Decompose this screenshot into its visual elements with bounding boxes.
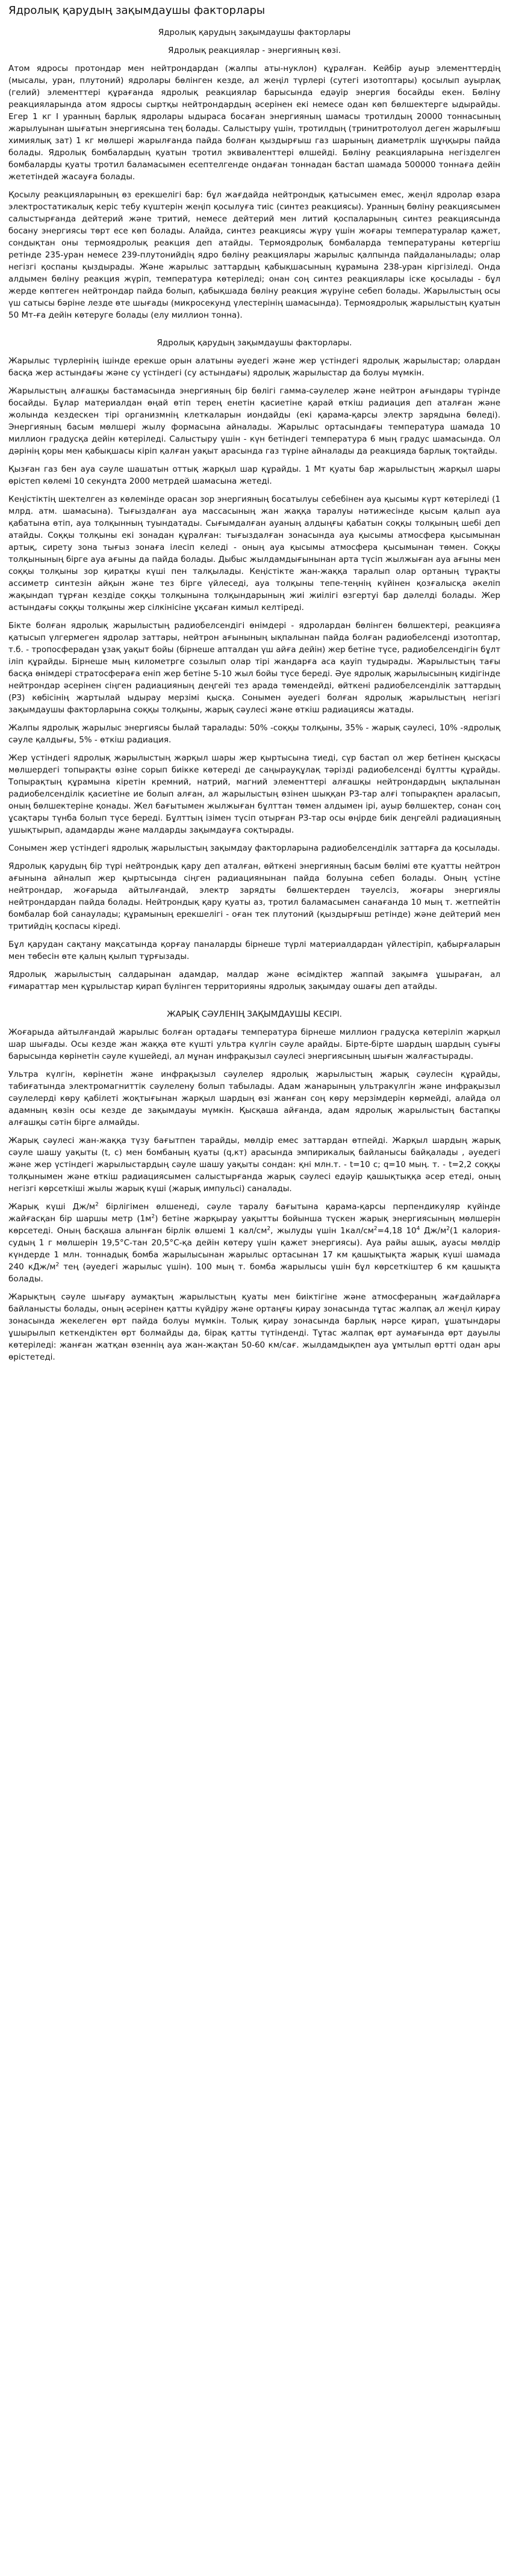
paragraph-light-impulse	[8, 1201, 500, 1285]
paragraph: Ядролық жарылыстың салдарынан адамдар, малдар және өсімдіктер жаппай зақымға ұшыраған, ал ғимараттар мен құрылыстар қирап бүлінген территорияны ядролық зақымдау ошағы деп атайды.	[8, 970, 500, 991]
superscript: 4	[416, 1225, 420, 1232]
paragraph: Ядролық қарудың бір түрі нейтрондық қару деп аталған, өйткені энергияның басым бөлімі өте қуатты нейтрон ағынына айналып жер қыртысында сіңген радиациянынан пайда болуына себеп болады. Оның үстіне нейтрондар, жоғарыда айтылғандай, электр зарядты бөлшектерден тәуелсіз, жоғары энергиялы нейтрондардан пайда болады. Нейтрондық қару қуаты аз, тротил баламасымен санағанда 10 мың т. жетпейтін бомбалар бой санаулады; құрамының ерекшелігі - оған тек плутоний (қыздырғыш ретінде) және дейтерий мен тритийдің қоспасы кіреді.	[8, 861, 500, 931]
text-run: Жарық күші Дж/м	[8, 1202, 96, 1212]
section-heading: Ядролық қарудың зақымдаушы факторлары	[158, 28, 351, 37]
paragraph: Бікте болған ядролық жарылыстың радиобелсендігі өнімдері - ядролардан бөлінген бөлшектері, реакцияға қатысып үлгермеген ядролар заттары, нейтрон ағынының ықпалынан пайда болған радиобелсенді изотоптар, т.б. - тропосферадан ұзақ уақыт бойы (бірнеше апталдан үш айға дейін) жер бетіне түсе, радиобелсендігін бұлт іліп құрайды. Бірнеше мың километрге созылып олар тірі жандарға аса қауіп тудырады. Жарылыстың тағы басқа өнімдері стратосфераға еніп жер бетіне 5-10 жыл бойы түсе береді. Әуе ядролық жарылысының кидігінде нейтрондар әсерінен сіңген радиацияның деңгейі тез арада төмендейді, өйткені радиобелсенділік заттардың (РЗ) көбісінің жартылай ыдырау мерзімі қысқа. Сонымен әуедегі болған ядролық жарылыстың негізгі зақымдаушы факторларына соққы толқыны, жарық сәулесі және өткіш радиациясы жатады.	[8, 621, 500, 715]
paragraph: Қосылу реакцияларының өз ерекшелігі бар: бұл жағдайда нейтрондық қатысымен емес, жеңіл ядролар өзара электростатикалық керіс тебу күштерін жеңіп қосылуға тиіс (синтез реакциясы). Уранның бөліну реакциясымен салыстырғанда дейтерий және тритий, немесе дейтерий мен литий қоспаларының синтез реакциясында босану энергиясы төрт есе көп болады. Алайда, синтез реакциясы жүру үшін жоғары температуралар қажет, сондықтан оны термоядролық реакция деп атайды. Термоядролық бомбаларда температураны көтергіш ретінде 235-уран немесе 239-плутонийдің ядро бөліну реакциялары жарылыс қалпында пайдаланылады; олар негізгі қоспаны қыздырады. Және жарылыс заттардың қабықшасының құрамына 238-уран кіргізіледі. Онда алдымен бөліну реакция жүріп, температура көтеріледі; онан соң синтез реакциялары іске қосылады - бұл жерде көптеген нейтрондар пайда болып, қабықшада бөліну реакция жүруіне себеп болады. Жарылыстың осы үш сатысы бәріне лезде өте шығады (микросекунд үлестерінің шамасында). Термоядролық жарылыстың қуатын 50 Мт-ға дейін көтеруге болады (елу миллион тонна).	[8, 190, 500, 320]
text-run: тең (әуедегі жарылыс үшін). 100 мың т. бомба жарылысы үшін бұл көрсеткіштер 6 км қашықта болады.	[8, 1262, 500, 1284]
paragraph: Ультра күлгін, көрінетін және инфрақызыл сәулелер ядролық жарылыстың жарық сәулесін құрайды, табиғатында электромагниттік сәулелену болып табылады. Адам жанарының ультракүлгін және инфрақызыл сәулелерді көру қабілеті жоқтығынан жарқыл шардың өзі жанған соң көру мерзімдерін көрмейді, алайда ол адамның көзін осы кезде де зақымдауы мүмкін. Қысқаша айғанда, адам ядролық жарылыстың бастапқы алғашқы сәтін бірге алмайды.	[8, 1070, 500, 1127]
text-run: бірлігімен өлшенеді, сәуле таралу бағытына қарама-қарсы перпендикуляр күйінде жайғасқан бір шаршы метр (1м	[8, 1202, 500, 1224]
paragraph: Атом ядросы протондар мен нейтрондардан (жалпы аты-нуклон) құралған. Кейбір ауыр элементтердің (мысалы, уран, плутоний) ядролары бөлінген кезде, ал жеңіл түрлері (сутегі изотоптары) қосылып ауырлақ (гелий) элементтері құрағанда ядролық реакциялар барысында едәуір энергия босайды екен. Бөліну реакцияларында атом ядросы сыртқы нейтрондардың әсерінен екі немесе одан көп бөлшектерге ыдырайды. Егер 1 кг І уранның барлық ядролары ыдыраса босаған энергияның шамасы тротилдың 20000 тоннасының жарылуынан шығатын энергиясына тең болады. Салыстыру үшін, тротилдың (тринитротолуол деген жарылғыш химиялық зат) 1 кг мөлшері жарылғанда пайда болған қыздырғыш газ шарының диаметрлік шұңқыры пайда болады. Ядролық бомбалардың қуатын тротил эквиваленттері өлшейді. Бөліну реакцияларына негізделген бомбаларды қуаты тротил баламасымен есептелгенде ондаған тоннадан бастап шамада 500000 тоннаға дейін жететіндей жасауға болады.	[8, 64, 500, 182]
paragraph: Жоғарыда айтылғандай жарылыс болған ортадағы температура бірнеше миллион градусқа көтеріліп жарқыл шар шығады. Осы кезде жан жаққа өте күшті ультра күлгін сәуле арайды. Бірте-бірте шардың шардың суығы барысында көрінетін сәуле күшейеді, ал мұнан инфрақызыл сәулесі энергиясының шығын жалғастырады.	[8, 1028, 500, 1061]
section-heading: Ядролық қарудың зақымдаушы факторлары.	[157, 338, 352, 348]
superscript: 2	[55, 1262, 60, 1268]
text-run: =4,18 10	[377, 1226, 417, 1236]
paragraph: Жарықтың сәуле шығару аумақтың жарылыстың қуаты мен биіктігіне және атмосфераның жағдайларға байланысты болады, оның әсерінен қатты күйдіру және ортаңғы қирау зонасында тұтас жалпақ ал жеңіл қирау зонасында жекелеген өрт пайда болуы мүмкін. Толық қирау зонасында барлық нәрсе қирап, ұшатындары ұшырылып кеткендіктен өрт болмайды да, бірақ қатты түтінденді. Тұтас жалпақ өрт аумағында өрт дауылы көтеріледі: жанған жатқан өзеннің ауа жан-жақтан 50-60 км/сағ. жылдамдықпен ауа ұмтылып өртті одан ары өрістетеді.	[8, 1292, 500, 1362]
paragraph: Сонымен жер үстіндегі ядролық жарылыстың зақымдау факторларына радиобелсенділік заттарға да қосылады.	[8, 843, 500, 853]
paragraph: Жарылыстың алғашқы бастамасында энергияның бір бөлігі гамма-сәулелер және нейтрон ағындары түрінде босайды. Бұлар материалдан өңай өтіп терең енетін қасиетіне қарай өткіш радиация деп аталған және жолында кездескен тірі организмнің клеткаларын иондайды (екі қарама-қарсы электр зарядына бөледі). Энергияның басым мөлшері жылу формасына айналады. Жарылыс ортасындағы температура шамада 10 миллион градусқа дейін көтеріледі. Салыстыру үшін - күн бетіндегі температура 6 мың градус шамасында. Ол дәрінің қоры мен қабықшасы кіріп қалған уақыт арасында газ түріне айналады да реакцияда барлық тоқтайды.	[8, 386, 500, 456]
paragraph: Бұл қарудан сақтану мақсатында қорғау паналарды бірнеше түрлі материалдардан үйлестіріп, қабырғаларын мен төбесін өте қалың қылып тұрғызады.	[8, 940, 500, 961]
text-run: Дж/м	[420, 1226, 447, 1236]
section-subheading: Ядролық реакциялар - энергияның көзі.	[167, 46, 341, 55]
paragraph: Қызған газ бен ауа сәуле шашатын оттық жарқыл шар құрайды. 1 Мт қуаты бар жарылыстың жарқыл шары өрістеп көлемі 10 секундта 2000 метрдей шамасына жетеді.	[8, 464, 500, 486]
text-run: ) бетіне жарқырау уақытты бойынша түскен жарық энергиясының мөлшерін көрсетеді. Оның басқаша алынған бірлік өлшемі 1 кал/см	[8, 1214, 500, 1236]
superscript: 2	[95, 1201, 99, 1208]
document-title: Ядролық қарудың зақымдаушы факторлары	[8, 4, 266, 17]
superscript: 2	[267, 1225, 271, 1232]
paragraph: Жер үстіндегі ядролық жарылыстың жарқыл шары жер қыртысына тиеді, сүр бастап ол жер бетінен қысқасы мөлшердегі топырақты өзіне сорып биікке көтереді де саңырауқұлақ тәрізді радиобелсенді бұлтты құрайды. Топырақтың құрамына кіретін кремний, натрий, магний элементтері алғашқы нейтрондардың ықпалынан радиобелсенділік қасиетіне ие болып алған, ал жарылыстың өзінен шыққан РЗ-тар алғі топырақпен араласып, оның бөлшектеріне қонады. Жел бағытымен жылжыған бұлттан төмен алдымен ірі, ауыр бөлшектер, сонан соң ұсақтары түнба болып түсе береді. Бұлттың ізімен түсіп отырған РЗ-тар осы өңірде биік деңгейлі радиацияның ушықтырып, адамдарды және малдарды зақымдауға соқтырады.	[8, 753, 500, 835]
superscript: 2	[151, 1213, 155, 1220]
superscript: 2	[446, 1225, 450, 1232]
text-run: (1 калория-судың 1 г мөлшерін 19,5°С-тан 20,5°С-қа дейін көтеру үшін қажет энергиясы). Ауа райы ашық, ауасы мөлдір күндерде 1 млн. тоннадық бомба жарылысынан жарылыс ортасынан 17 км қашықтықта жарық күші шамада 240 кДж/м	[8, 1226, 500, 1272]
text-run: , жылуды үшін 1кал/см	[270, 1226, 374, 1236]
paragraph: Жарылыс түрлерінің ішінде ерекше орын алатыны әуедегі және жер үстіндегі ядролық жарылыстар; олардан басқа жер астындағы және су үстіндегі (су астындағы) ядролық жарылыстар да болуы мүмкін.	[8, 356, 500, 378]
paragraph: Жалпы ядролық жарылыс энергиясы былай таралады: 50% -соққы толқыны, 35% - жарық сәулесі, 10% -ядролық сәуле қалдығы, 5% - өткіш радиация.	[8, 723, 500, 745]
paragraph: Жарық сәулесі жан-жаққа түзу бағытпен тарайды, мөлдір емес заттардан өтпейді. Жарқыл шардың жарық сәуле шашу уақыты (t, с) мен бомбаның қуаты (q,кт) арасында эмпирикалық байланысы байқалады , әуедегі және жер үстіндегі жарылыстардың сәуле шашу уақыты сондан: қні млн.т. - t=10 с; q=10 мың. т. - t=2,2 соққы толқынымен және өткіш радиациясымен салыстырғанда жарық сәулесі едәуір қашықтыққа әсер етеді, оның негізгі көрсеткіші жылы жарық күші (жарық импульсі) саналады.	[8, 1136, 500, 1194]
paragraph: Кеңістіктің шектелген аз көлемінде орасан зор энергияның босатылуы себебінен ауа қысымы күрт көтеріледі (1 млрд. атм. шамасына). Тығыздалған ауа массасының жан жаққа таралуы нәтижесінде қысым қалып ауа қабатына өтіп, ауа толқынның туындатады. Сығымдалған ауаның алдыңғы қабатын соққы толқының шебі деп атайды. Соққы толқыны екі зонадан құралған: тығыздалған зонасында ауа қысымы атмосфера қысымынан артық, сирету зона тығыз зонаға ілесіп келеді - оның ауа қысымы атмосфера қысымынан төмен. Соққы толқынының бірге ауа ағыны да пайда болады. Дыбыс жылдамдығынынан арта түсіп жылжыған ауа ағыны мен соққы толқыны зор қиратқы күші пен талқылады. Кеңістікте жан-жаққа таралып олар ортаның тұрақты ассиметр синтезін айқын және тез бірге үйлеседі, ауа толқыны тепе-теңнің күйінен қозғалысқа әкеліп жақындап тұрған кездіде соққы толқынына толқындарының жиі жиілігі өзгертуі бар дәлелді болады. Жер астындағы соққы толқыны жер сілкінісіне ұқсаған кимыл келтіреді.	[8, 495, 500, 612]
section-heading: ЖАРЫҚ СӘУЛЕНІҢ ЗАҚЫМДАУШЫ КЕСІРІ.	[167, 1009, 342, 1019]
superscript: 2	[373, 1225, 378, 1232]
